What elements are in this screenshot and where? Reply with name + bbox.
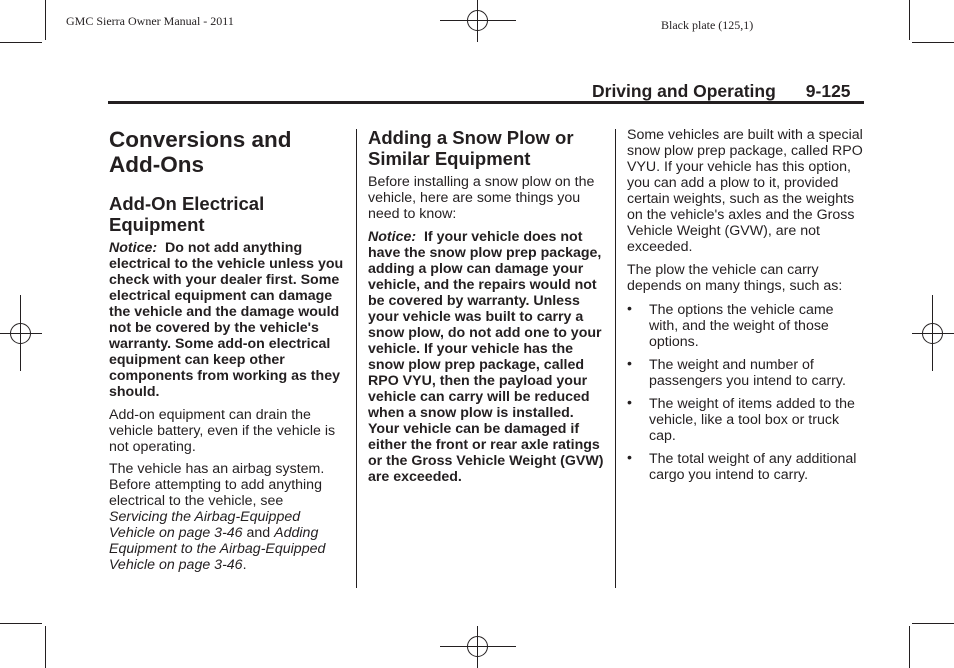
list-item: • The weight of items added to the vehicle, like a tool box or truck cap. xyxy=(627,394,855,444)
notice-electrical xyxy=(109,240,345,400)
column-1 xyxy=(109,127,345,580)
header-rule xyxy=(108,101,864,104)
running-head xyxy=(592,81,851,102)
plate-label: Black plate (125,1) xyxy=(661,18,754,32)
airbag-text: The vehicle has an airbag system. Before attempting to add anything electrical to the vehicle, see xyxy=(109,461,325,509)
list-item: • The weight and number of passengers you intend to carry. xyxy=(627,355,846,389)
section-name: Driving and Operating xyxy=(592,81,776,101)
registration-mark-left-icon xyxy=(0,295,42,371)
sentence-end: . xyxy=(242,557,247,573)
notice-snow-plow xyxy=(368,229,606,485)
manual-title: GMC Sierra Owner Manual - 2011 xyxy=(66,14,234,28)
bullet-icon: • xyxy=(627,355,632,372)
xref-adding-equipment-link[interactable]: Adding Equipment to the Airbag-Equipped Vehicle on page 3-46 xyxy=(109,525,326,573)
paragraph-prep-package: Some vehicles are built with a special snow plow prep package, called RPO VYU. If your vehicle has this option, you can add a plow to it, provided certain weights, such as the weights on the vehicle's axles and the Gross Vehicle Weight (GVW), are not exceeded. xyxy=(627,127,863,255)
notice-label: Notice: xyxy=(368,228,417,245)
registration-mark-bottom-icon xyxy=(440,626,516,668)
factor-list xyxy=(627,302,863,483)
xref-servicing-airbag-link[interactable]: Servicing the Airbag-Equipped Vehicle on page 3-46 xyxy=(109,509,301,541)
paragraph-plow-capacity: The plow the vehicle can carry depends on many things, such as: xyxy=(627,261,843,294)
notice-text: Do not add anything electrical to the vehicle unless you check with your dealer first. Some electrical equipment can damage the vehicle and the damage would not be covered by the vehicle's warranty. Some add-on electrical equipment can keep other components from working as they should. xyxy=(109,240,344,400)
list-item: • The total weight of any additional cargo you intend to carry. xyxy=(627,449,857,483)
paragraph-battery: Add-on equipment can drain the vehicle battery, even if the vehicle is not operating. xyxy=(109,406,336,455)
registration-mark-top-icon xyxy=(440,0,516,42)
section-title: Conversions and Add-Ons xyxy=(109,127,292,177)
subsection-title: Add-On Electrical Equipment xyxy=(109,193,265,235)
page-number: 9-125 xyxy=(805,81,851,101)
subsection-title: Adding a Snow Plow or Similar Equipment xyxy=(368,127,574,169)
paragraph-intro: Before installing a snow plow on the vehicle, here are some things you need to know: xyxy=(368,174,595,222)
column-divider xyxy=(615,129,616,588)
and-word: and xyxy=(246,525,271,541)
column-3 xyxy=(627,127,863,490)
paragraph-airbag xyxy=(109,461,345,573)
registration-mark-right-icon xyxy=(912,295,954,371)
list-item: • The options the vehicle came with, and the weight of those options. xyxy=(627,300,834,350)
notice-label: Notice: xyxy=(109,240,158,256)
bullet-icon: • xyxy=(627,300,632,317)
column-2 xyxy=(368,127,606,491)
notice-text: If your vehicle does not have the snow plow prep package, adding a plow can damage your vehicle, and the repairs would not be covered by warranty. Unless your vehicle was built to carry a snow plow, do not add one to your vehicle. If your vehicle has the snow plow prep package, called RPO VYU, then the payload your vehicle can carry will be reduced when a snow plow is installed. Your vehicle can be damaged if either the front or rear axle ratings or the Gross Vehicle Weight (GVW) are exceeded. xyxy=(368,228,604,485)
bullet-icon: • xyxy=(627,394,632,411)
column-divider xyxy=(356,129,357,588)
bullet-icon: • xyxy=(627,449,632,466)
